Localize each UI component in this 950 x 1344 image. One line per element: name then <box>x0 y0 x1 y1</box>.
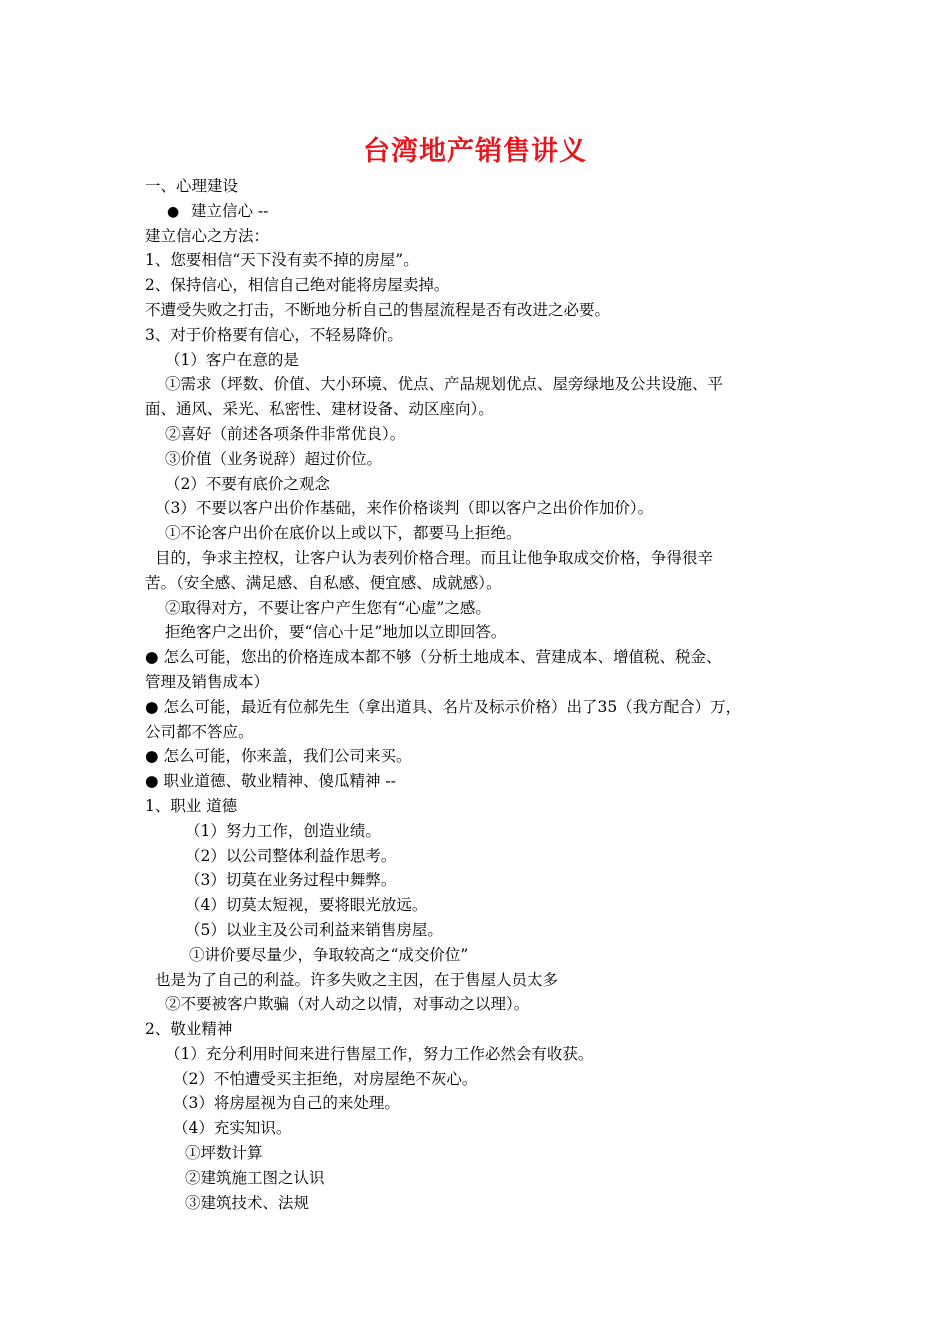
text-line: ● 怎么可能，你来盖，我们公司来买。 <box>145 747 412 766</box>
text-line: ③价值（业务说辞）超过价位。 <box>165 449 383 468</box>
text-line: 目的，争求主控权，让客户认为表列价格合理。而且让他争取成交价格，争得很辛 <box>155 548 714 567</box>
document-body <box>145 174 815 1215</box>
section-heading: 一、心理建设 <box>145 177 239 195</box>
text-line: （2）不怕遭受买主拒绝，对房屋绝不灰心。 <box>173 1069 478 1088</box>
text-line: 3、对于价格要有信心，不轻易降价。 <box>145 325 403 344</box>
bullet-icon: ● <box>167 203 180 220</box>
text-line: （1）充分利用时间来进行售屋工作，努力工作必然会有收获。 <box>165 1044 594 1063</box>
text-line: （3）不要以客户出价作基础，来作价格谈判（即以客户之出价作加价）。 <box>155 499 654 518</box>
text-line: （3）将房屋视为自己的来处理。 <box>173 1094 400 1113</box>
text-line: 公司都不答应。 <box>145 722 254 741</box>
text-line: 也是为了自己的利益。许多失败之主因，在于售屋人员太多 <box>155 970 559 989</box>
text-line: 面、通风、采光、私密性、建材设备、动区座向）。 <box>145 400 494 419</box>
text-line: ● 怎么可能，最近有位郝先生（拿出道具、名片及标示价格）出了35（我方配合）万， <box>145 697 742 716</box>
text-line: （1）客户在意的是 <box>165 350 299 369</box>
text-line: 1、您要相信“天下没有卖不掉的房屋”。 <box>145 251 419 270</box>
text-line: ②不要被客户欺骗（对人动之以情，对事动之以理）。 <box>165 995 530 1014</box>
text-line: （2）不要有底价之观念 <box>165 474 330 493</box>
document-title: 台湾地产销售讲义 <box>363 136 587 167</box>
text-line: 2、敬业精神 <box>145 1020 233 1039</box>
text-line: ②取得对方，不要让客户产生您有“心虚”之感。 <box>165 598 491 617</box>
text-line: ● 职业道德、敬业精神、傻瓜精神 -- <box>145 772 396 791</box>
bullet-text: 建立信心 -- <box>191 201 269 220</box>
text-line: 1、职业 道德 <box>145 796 238 815</box>
text-line: ②喜好（前述各项条件非常优良）。 <box>165 424 406 443</box>
text-line: （3）切莫在业务过程中舞弊。 <box>185 871 397 890</box>
text-line: （1）努力工作，创造业绩。 <box>185 821 381 840</box>
text-line: ③建筑技术、法规 <box>185 1193 310 1212</box>
text-line: （4）充实知识。 <box>173 1119 292 1138</box>
text-line: （5）以业主及公司利益来销售房屋。 <box>185 920 443 939</box>
bullet-line <box>145 199 815 224</box>
text-line: 建立信心之方法： <box>145 226 270 245</box>
text-line: 拒绝客户之出价，要“信心十足”地加以立即回答。 <box>165 623 507 642</box>
text-line: （4）切莫太短视，要将眼光放远。 <box>185 896 428 915</box>
text-line: 不遭受失败之打击，不断地分析自己的售屋流程是否有改进之必要。 <box>145 300 611 319</box>
text-line: ①不论客户出价在底价以上或以下，都要马上拒绝。 <box>165 524 522 543</box>
text-line: ● 怎么可能，您出的价格连成本都不够（分析土地成本、营建成本、增值税、税金、 <box>145 648 722 667</box>
text-line: （2）以公司整体利益作思考。 <box>185 846 397 865</box>
text-line: 苦。（安全感、满足感、自私感、便宜感、成就感）。 <box>145 573 502 592</box>
text-line: ②建筑施工图之认识 <box>185 1168 325 1187</box>
text-line: 2、保持信心，相信自己绝对能将房屋卖掉。 <box>145 276 450 295</box>
text-line: ①讲价要尽量少，争取较高之“成交价位” <box>189 945 469 964</box>
text-line: ①需求（坪数、价值、大小环境、优点、产品规划优点、屋旁绿地及公共设施、平 <box>165 375 724 394</box>
text-line: ①坪数计算 <box>185 1144 263 1163</box>
text-line: 管理及销售成本） <box>145 672 270 691</box>
